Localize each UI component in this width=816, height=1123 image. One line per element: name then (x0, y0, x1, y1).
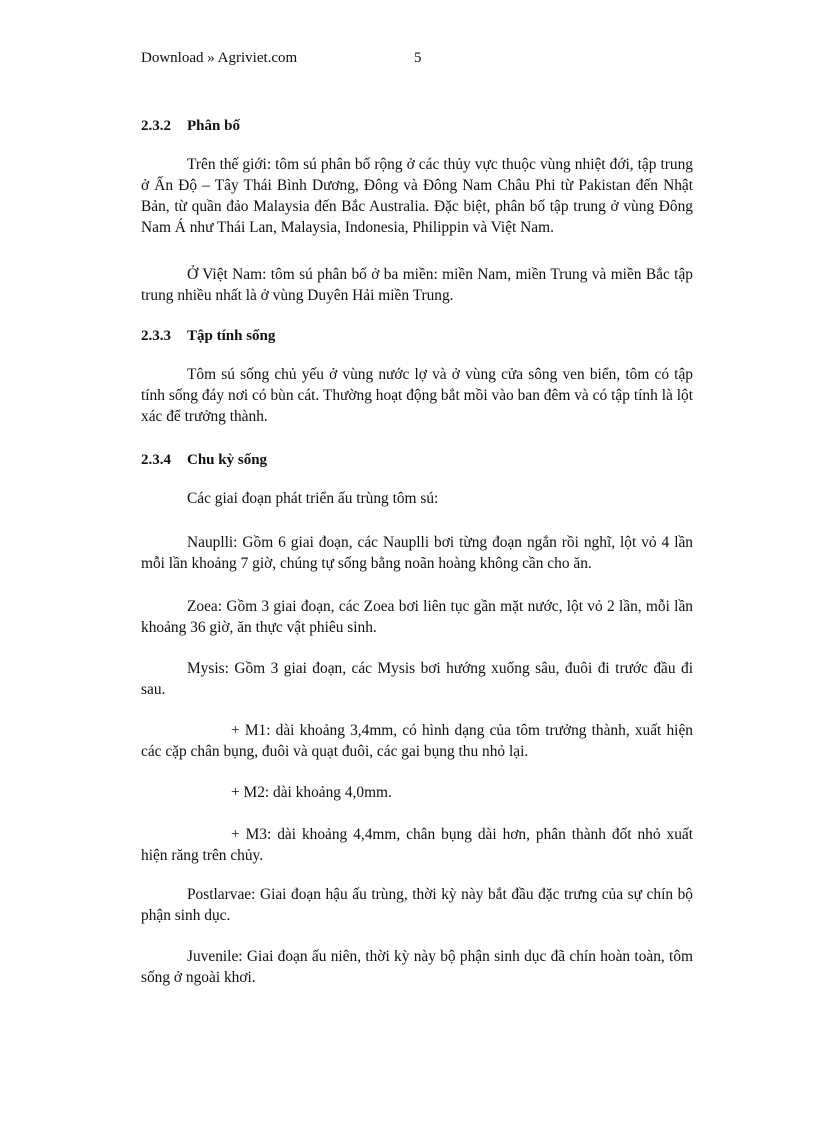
paragraph-distribution-vietnam: Ở Việt Nam: tôm sú phân bố ở ba miền: miền Nam, miền Trung và miền Bắc tập trung nhiều nhất là ở vùng Duyên Hải miền Trung. (141, 266, 693, 304)
page-header (141, 50, 701, 70)
section-title: Phân bố (187, 118, 240, 134)
paragraph-lifecycle-intro: Các giai đoạn phát triển ấu trùng tôm sú: (187, 490, 439, 507)
paragraph-mysis-m3: + M3: dài khoảng 4,4mm, chân bụng dài hơn, phân thành đốt nhỏ xuất hiện răng trên chủy. (141, 826, 693, 864)
section-heading-2-3-2 (141, 118, 240, 135)
paragraph-nauplii: Nauplli: Gồm 6 giai đoạn, các Nauplli bơi từng đoạn ngắn rồi nghĩ, lột vỏ 4 lần mỗi lần khoảng 7 giờ, chúng tự sống bằng noãn hoàng không cần cho ăn. (141, 534, 693, 572)
paragraph-distribution-world: Trên thế giới: tôm sú phân bố rộng ở các thủy vực thuộc vùng nhiệt đới, tập trung ở Ấn Độ – Tây Thái Bình Dương, Đông và Đông Nam Châu Phi từ Pakistan đến Nhật Bản, từ quần đảo Malaysia đến Bắc Australia. Đặc biệt, phân bố tập trung ở vùng Đông Nam Á như Thái Lan, Malaysia, Indonesia, Philippin và Việt Nam. (141, 156, 693, 236)
paragraph-juvenile: Juvenile: Giai đoạn ấu niên, thời kỳ này bộ phận sinh dục đã chín hoàn toàn, tôm sống ở ngoài khơi. (141, 948, 693, 986)
paragraph-zoea: Zoea: Gồm 3 giai đoạn, các Zoea bơi liên tục gần mặt nước, lột vỏ 2 lần, mỗi lần khoảng 36 giờ, ăn thực vật phiêu sinh. (141, 598, 693, 636)
section-title: Tập tính sống (187, 328, 276, 344)
paragraph-mysis: Mysis: Gồm 3 giai đoạn, các Mysis bơi hướng xuống sâu, đuôi đi trước đầu đi sau. (141, 660, 693, 698)
section-heading-2-3-4 (141, 452, 267, 469)
section-heading-2-3-3 (141, 328, 275, 345)
paragraph-mysis-m2: + M2: dài khoảng 4,0mm. (231, 784, 392, 801)
section-number: 2.3.4 (141, 452, 171, 468)
page-number: 5 (414, 50, 422, 66)
section-number: 2.3.2 (141, 118, 171, 134)
section-title: Chu kỳ sống (187, 452, 268, 468)
section-number: 2.3.3 (141, 328, 171, 344)
header-source: Download » Agriviet.com (141, 50, 298, 66)
paragraph-behavior: Tôm sú sống chủ yếu ở vùng nước lợ và ở vùng cửa sông ven biển, tôm có tập tính sống đáy nơi có bùn cát. Thường hoạt động bắt mồi vào ban đêm và có tập tính là lột xác để trưởng thành. (141, 366, 693, 425)
paragraph-mysis-m1: + M1: dài khoảng 3,4mm, có hình dạng của tôm trưởng thành, xuất hiện các cặp chân bụng, đuôi và quạt đuôi, các gai bụng thu nhỏ lại. (141, 722, 693, 760)
paragraph-postlarvae: Postlarvae: Giai đoạn hậu ấu trùng, thời kỳ này bắt đầu đặc trưng của sự chín bộ phận sinh dục. (141, 886, 693, 924)
